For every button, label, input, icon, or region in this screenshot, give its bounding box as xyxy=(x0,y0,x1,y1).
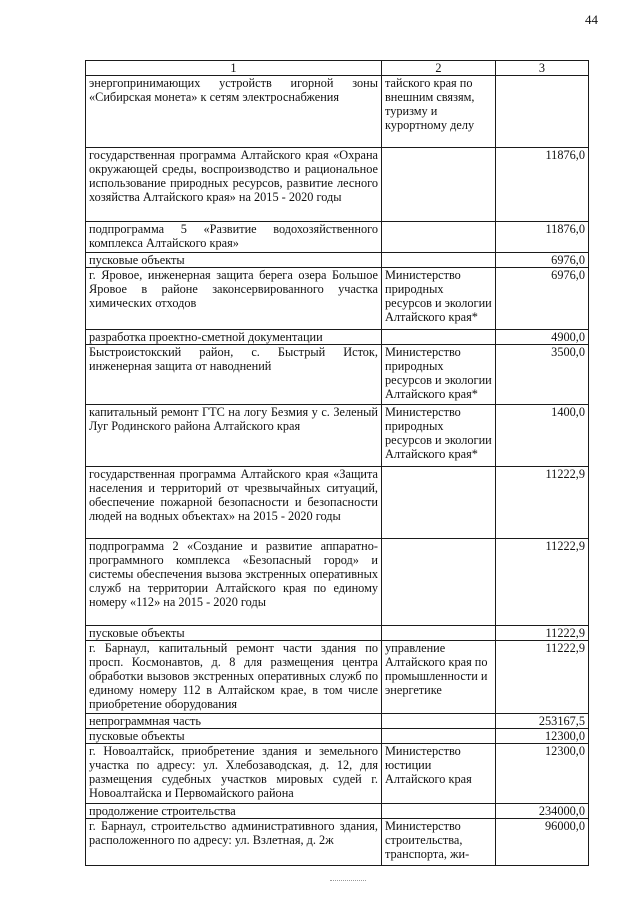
amount-cell: 96000,0 xyxy=(496,819,589,866)
object-name-cell: г. Яровое, инженерная защита берега озера Большое Яровое в районе законсервированного участка химических отходов xyxy=(86,268,382,330)
executor-cell: тайского края по внешним связям, туризму и курортному делу xyxy=(382,76,496,148)
amount-cell: 234000,0 xyxy=(496,804,589,819)
table-row xyxy=(86,626,589,641)
executor-cell: Министерство природных ресурсов и экологии Алтайского края* xyxy=(382,268,496,330)
table-header-row xyxy=(86,61,589,76)
object-name-cell: Быстроистокский район, с. Быстрый Исток, инженерная защита от наводнений xyxy=(86,345,382,405)
amount-cell: 11222,9 xyxy=(496,467,589,539)
amount-cell: 11222,9 xyxy=(496,626,589,641)
executor-cell xyxy=(382,714,496,729)
executor-cell xyxy=(382,253,496,268)
table-row xyxy=(86,148,589,222)
table-row xyxy=(86,729,589,744)
amount-cell: 12300,0 xyxy=(496,729,589,744)
object-name-cell: продолжение строительства xyxy=(86,804,382,819)
executor-cell: Министерство строительства, транспорта, жи- xyxy=(382,819,496,866)
table-row xyxy=(86,467,589,539)
amount-cell: 6976,0 xyxy=(496,253,589,268)
table-row xyxy=(86,222,589,253)
executor-cell xyxy=(382,467,496,539)
amount-cell: 11876,0 xyxy=(496,222,589,253)
executor-cell: Министерство юстиции Алтайского края xyxy=(382,744,496,804)
object-name-cell: государственная программа Алтайского края «Защита населения и территорий от чрезвычайных ситуаций, обеспечение пожарной безопасности и безопасности людей на водных объектах» на 2015 - 2020 годы xyxy=(86,467,382,539)
amount-cell: 253167,5 xyxy=(496,714,589,729)
object-name-cell: разработка проектно-сметной документации xyxy=(86,330,382,345)
amount-cell: 11222,9 xyxy=(496,641,589,714)
amount-cell: 6976,0 xyxy=(496,268,589,330)
amount-cell xyxy=(496,76,589,148)
executor-cell xyxy=(382,729,496,744)
object-name-cell: подпрограмма 5 «Развитие водохозяйственного комплекса Алтайского края» xyxy=(86,222,382,253)
table-row xyxy=(86,253,589,268)
executor-cell xyxy=(382,148,496,222)
object-name-cell: пусковые объекты xyxy=(86,253,382,268)
executor-cell xyxy=(382,804,496,819)
object-name-cell: капитальный ремонт ГТС на логу Безмия у с. Зеленый Луг Родинского района Алтайского края xyxy=(86,405,382,467)
page-number: 44 xyxy=(585,12,598,27)
column-header: 2 xyxy=(382,61,496,76)
object-name-cell: г. Барнаул, капитальный ремонт части здания по просп. Космонавтов, д. 8 для размещения центра обработки вызовов экстренных оперативных служб по единому номеру 112 в Алтайском крае, в том числе приобретение оборудования xyxy=(86,641,382,714)
amount-cell: 12300,0 xyxy=(496,744,589,804)
object-name-cell: г. Новоалтайск, приобретение здания и земельного участка по адресу: ул. Хлебозаводская, д. 12, для размещения судебных участков мировых судей г. Новоалтайска и Первомайского района xyxy=(86,744,382,804)
amount-cell: 11222,9 xyxy=(496,539,589,626)
executor-cell: управление Алтайского края по промышленности и энергетике xyxy=(382,641,496,714)
executor-cell xyxy=(382,626,496,641)
object-name-cell: подпрограмма 2 «Создание и развитие аппаратно-программного комплекса «Безопасный город» и системы обеспечения вызова экстренных оперативных служб на территории Алтайского края по единому номеру «112» на 2015 - 2020 годы xyxy=(86,539,382,626)
table-row xyxy=(86,76,589,148)
table-row xyxy=(86,804,589,819)
executor-cell: Министерство природных ресурсов и экологии Алтайского края* xyxy=(382,345,496,405)
object-name-cell: энергопринимающих устройств игорной зоны «Сибирская монета» к сетям электроснабжения xyxy=(86,76,382,148)
executor-cell xyxy=(382,330,496,345)
table-row xyxy=(86,268,589,330)
table-row xyxy=(86,405,589,467)
table-row xyxy=(86,539,589,626)
executor-cell: Министерство природных ресурсов и экологии Алтайского края* xyxy=(382,405,496,467)
object-name-cell: государственная программа Алтайского края «Охрана окружающей среды, воспроизводство и рациональное использование природных ресурсов, развитие лесного хозяйства Алтайского края» на 2015 - 2020 годы xyxy=(86,148,382,222)
amount-cell: 1400,0 xyxy=(496,405,589,467)
amount-cell: 4900,0 xyxy=(496,330,589,345)
executor-cell xyxy=(382,539,496,626)
investment-table xyxy=(85,60,589,866)
object-name-cell: пусковые объекты xyxy=(86,729,382,744)
object-name-cell: г. Барнаул, строительство административного здания, расположенного по адресу: ул. Взлетная, д. 2ж xyxy=(86,819,382,866)
object-name-cell: пусковые объекты xyxy=(86,626,382,641)
column-header: 3 xyxy=(496,61,589,76)
column-header: 1 xyxy=(86,61,382,76)
table-row xyxy=(86,641,589,714)
table-row xyxy=(86,819,589,866)
executor-cell xyxy=(382,222,496,253)
table-row xyxy=(86,744,589,804)
amount-cell: 11876,0 xyxy=(496,148,589,222)
amount-cell: 3500,0 xyxy=(496,345,589,405)
table-row xyxy=(86,330,589,345)
page-footer-mark xyxy=(330,880,366,882)
table-row xyxy=(86,714,589,729)
object-name-cell: непрограммная часть xyxy=(86,714,382,729)
table-row xyxy=(86,345,589,405)
